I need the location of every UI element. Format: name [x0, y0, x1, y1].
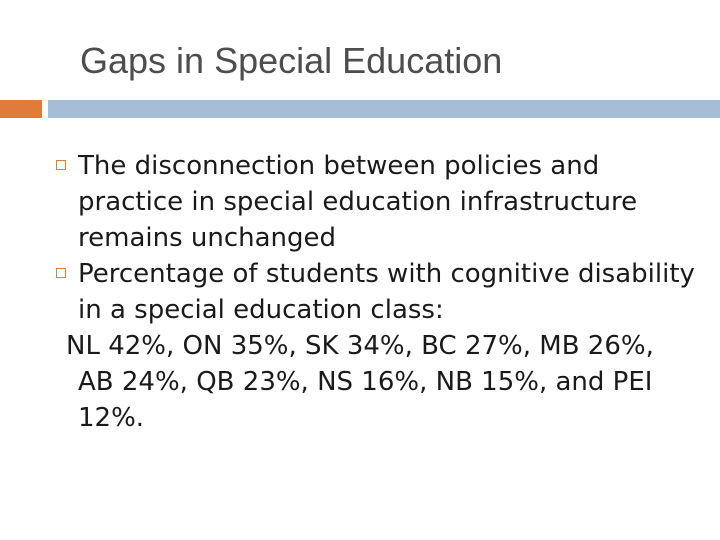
bullet-text: Percentage of students with cognitive disability in a special education class:: [78, 259, 695, 325]
bullet-text: The disconnection between policies and practice in special education infrastructure remains unchanged: [78, 151, 638, 253]
province-percentages: NL 42%, ON 35%, SK 34%, BC 27%, MB 26%, AB 24%, QB 23%, NS 16%, NB 15%, and PEI 12%.: [66, 331, 654, 433]
accent-bar: [0, 100, 42, 118]
square-bullet-icon: [56, 160, 66, 170]
slide-title: Gaps in Special Education: [80, 40, 503, 81]
bullet-item: [56, 148, 696, 256]
slide-content: [56, 148, 696, 436]
square-bullet-icon: [56, 268, 66, 278]
bullet-item: [56, 256, 696, 328]
title-rule-bar: [48, 100, 720, 118]
